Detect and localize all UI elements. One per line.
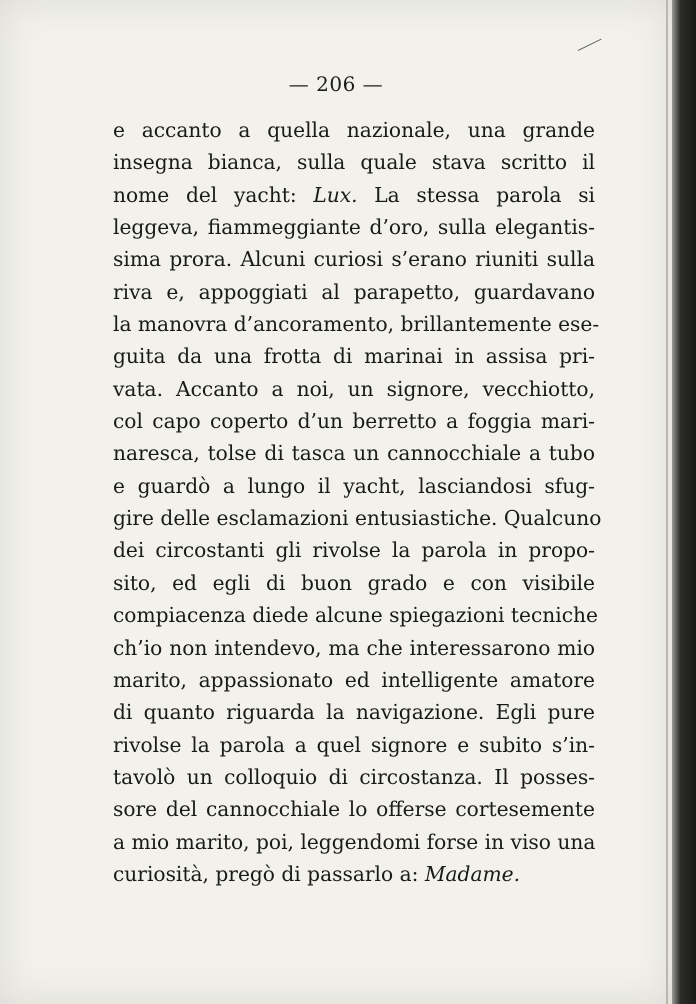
addressee: Madame. (424, 861, 520, 886)
text-line: gire delle esclamazioni entusiastiche. Qualcuno (113, 506, 602, 531)
text-line: leggeva, fiammeggiante d’oro, sulla elegantis- (113, 215, 595, 240)
text-line: tavolò un colloquio di circostanza. Il posses- (113, 764, 595, 789)
text-fragment: curiosità, pregò di passarlo a: (113, 861, 425, 886)
pencil-mark (578, 39, 602, 51)
yacht-name: Lux. (313, 182, 358, 207)
text-line: sore del cannocchiale lo offerse cortesemente (113, 797, 595, 822)
text-line: riva e, appoggiati al parapetto, guardavano (113, 279, 595, 304)
text-line (113, 858, 595, 890)
text-line: la manovra d’ancoramento, brillantemente ese- (113, 312, 600, 337)
text-line: col capo coperto d’un berretto a foggia mari- (113, 409, 595, 434)
text-fragment: La stessa parola si (357, 182, 596, 207)
text-line: sito, ed egli di buon grado e con visibile (113, 570, 595, 595)
text-fragment: nome del yacht: (113, 182, 314, 207)
text-line: ch’io non intendevo, ma che interessarono mio (113, 635, 595, 660)
book-spine-shadow (672, 0, 696, 1004)
text-line: sima prora. Alcuni curiosi s’erano riuniti sulla (113, 247, 595, 272)
text-line: di quanto riguarda la navigazione. Egli pure (113, 700, 595, 725)
text-line (113, 179, 595, 211)
text-line: insegna bianca, sulla quale stava scritto il (113, 150, 595, 175)
text-line: vata. Accanto a noi, un signore, vecchiotto, (113, 376, 595, 401)
text-line: guita da una frotta di marinai in assisa pri- (113, 344, 595, 369)
text-line: marito, appassionato ed intelligente amatore (113, 667, 595, 692)
body-text (113, 114, 602, 890)
page-number: — 206 — (288, 72, 384, 96)
text-line: rivolse la parola a quel signore e subito s’in- (113, 732, 595, 757)
text-line: naresca, tolse di tasca un cannocchiale a tubo (113, 441, 595, 466)
text-line: a mio marito, poi, leggendomi forse in viso una (113, 829, 596, 854)
text-line: dei circostanti gli rivolse la parola in propo- (113, 538, 595, 563)
page-edge-line (666, 0, 668, 1004)
text-line: e accanto a quella nazionale, una grande (113, 118, 595, 142)
text-line: e guardò a lungo il yacht, lasciandosi sfug- (113, 473, 595, 498)
text-line: compiacenza diede alcune spiegazioni tecniche (113, 603, 598, 628)
